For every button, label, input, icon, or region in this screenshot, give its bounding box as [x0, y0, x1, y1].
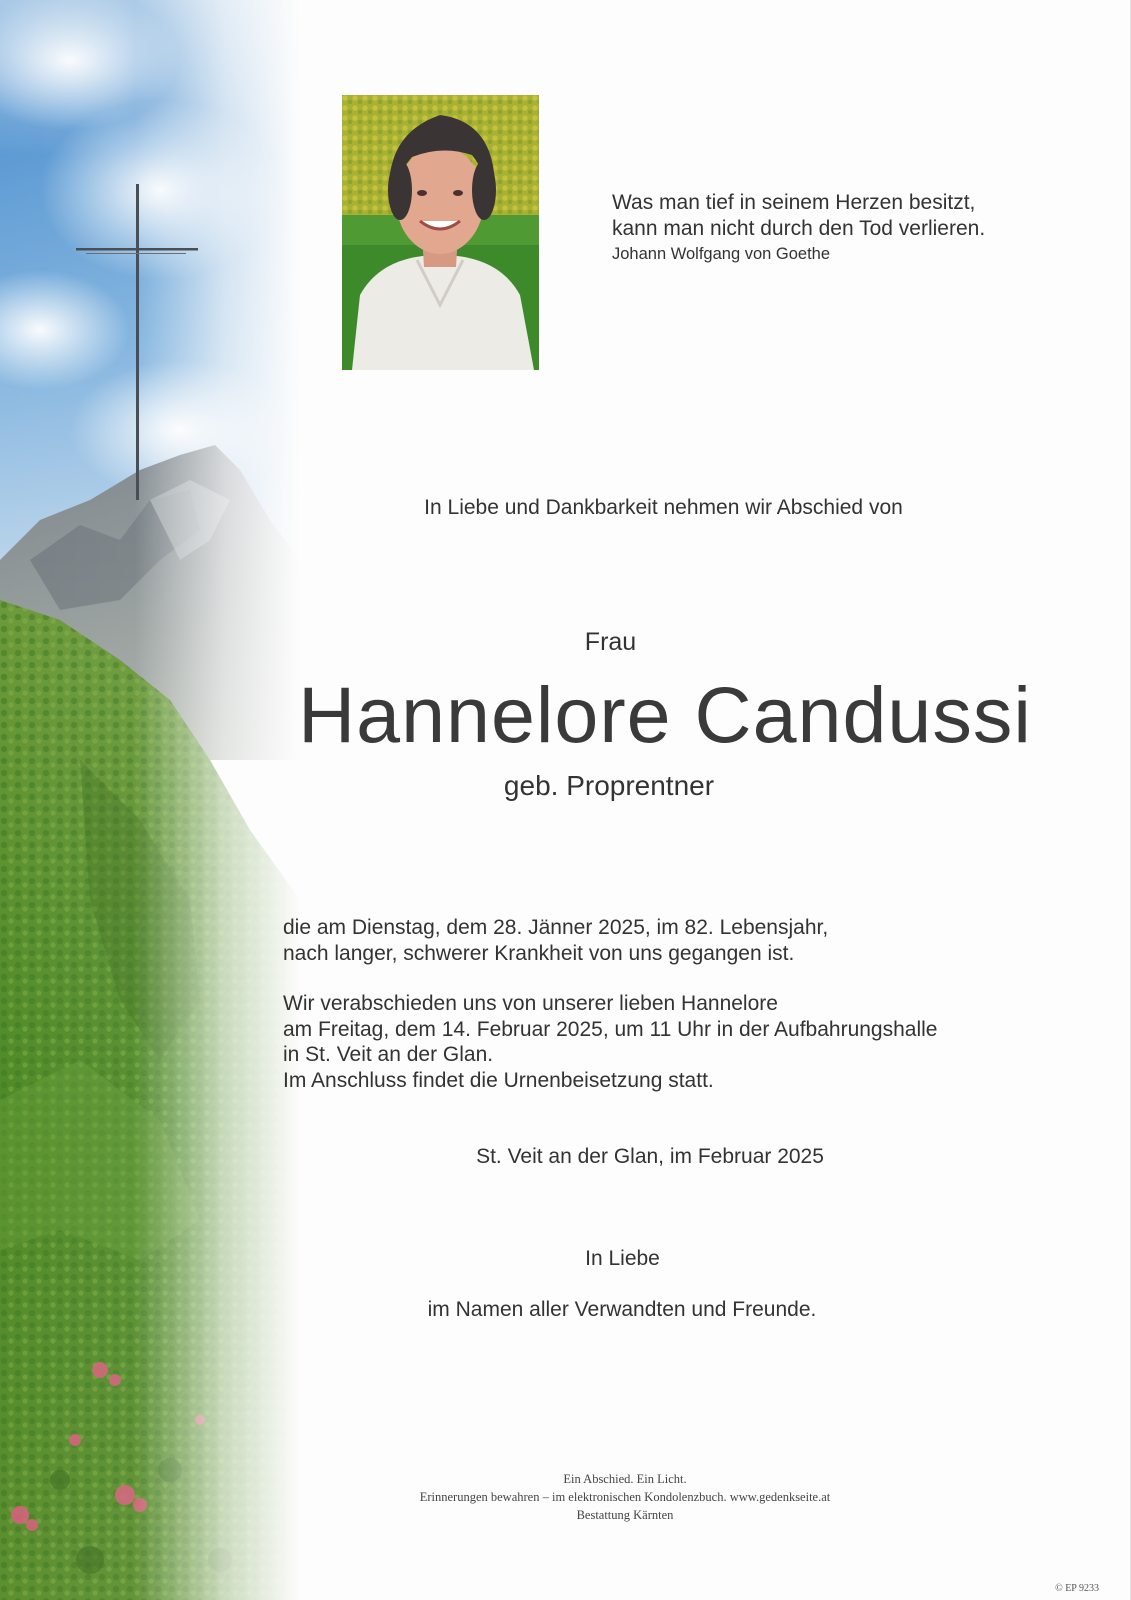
footer-line: Erinnerungen bewahren – im elektronischen Kondolenzbuch. www.gedenkseite.at [419, 1490, 831, 1504]
footer-line: Ein Abschied. Ein Licht. [563, 1472, 687, 1486]
signature: im Namen aller Verwandten und Freunde. [427, 1298, 817, 1321]
maiden-name: geb. Proprentner [503, 770, 715, 801]
quote-line: Was man tief in seinem Herzen besitzt, [612, 191, 976, 214]
paragraph-line: Wir verabschieden uns von unserer lieben Hannelore [283, 992, 778, 1015]
place-date: St. Veit an der Glan, im Februar 2025 [476, 1145, 824, 1168]
quote-author: Johann Wolfgang von Goethe [612, 245, 831, 263]
cross-icon [76, 184, 198, 500]
paragraph-line: Im Anschluss findet die Urnenbeisetzung statt. [283, 1068, 714, 1092]
funeral-details-paragraph [283, 991, 1063, 1093]
salutation: Frau [584, 628, 637, 656]
paragraph-line: die am Dienstag, dem 28. Jänner 2025, im 82. Lebensjahr, [283, 916, 829, 939]
portrait-photo [342, 95, 539, 370]
deceased-name: Hannelore Candussi [298, 670, 1032, 759]
paragraph-line: in St. Veit an der Glan. [283, 1043, 494, 1066]
quote-line: kann man nicht durch den Tod verlieren. [612, 217, 986, 240]
footer-line: Bestattung Kärnten [576, 1508, 674, 1522]
quote-block [612, 190, 1072, 265]
footer [0, 1470, 1131, 1524]
paragraph-line: nach langer, schwerer Krankheit von uns gegangen ist. [283, 941, 795, 965]
intro-text: In Liebe und Dankbarkeit nehmen wir Abschied von [424, 496, 903, 519]
document-code: © EP 9233 [1055, 1583, 1099, 1594]
closing: In Liebe [585, 1247, 660, 1270]
death-notice-paragraph [283, 915, 1063, 966]
paragraph-line: am Freitag, dem 14. Februar 2025, um 11 Uhr in der Aufbahrungshalle [283, 1017, 938, 1041]
